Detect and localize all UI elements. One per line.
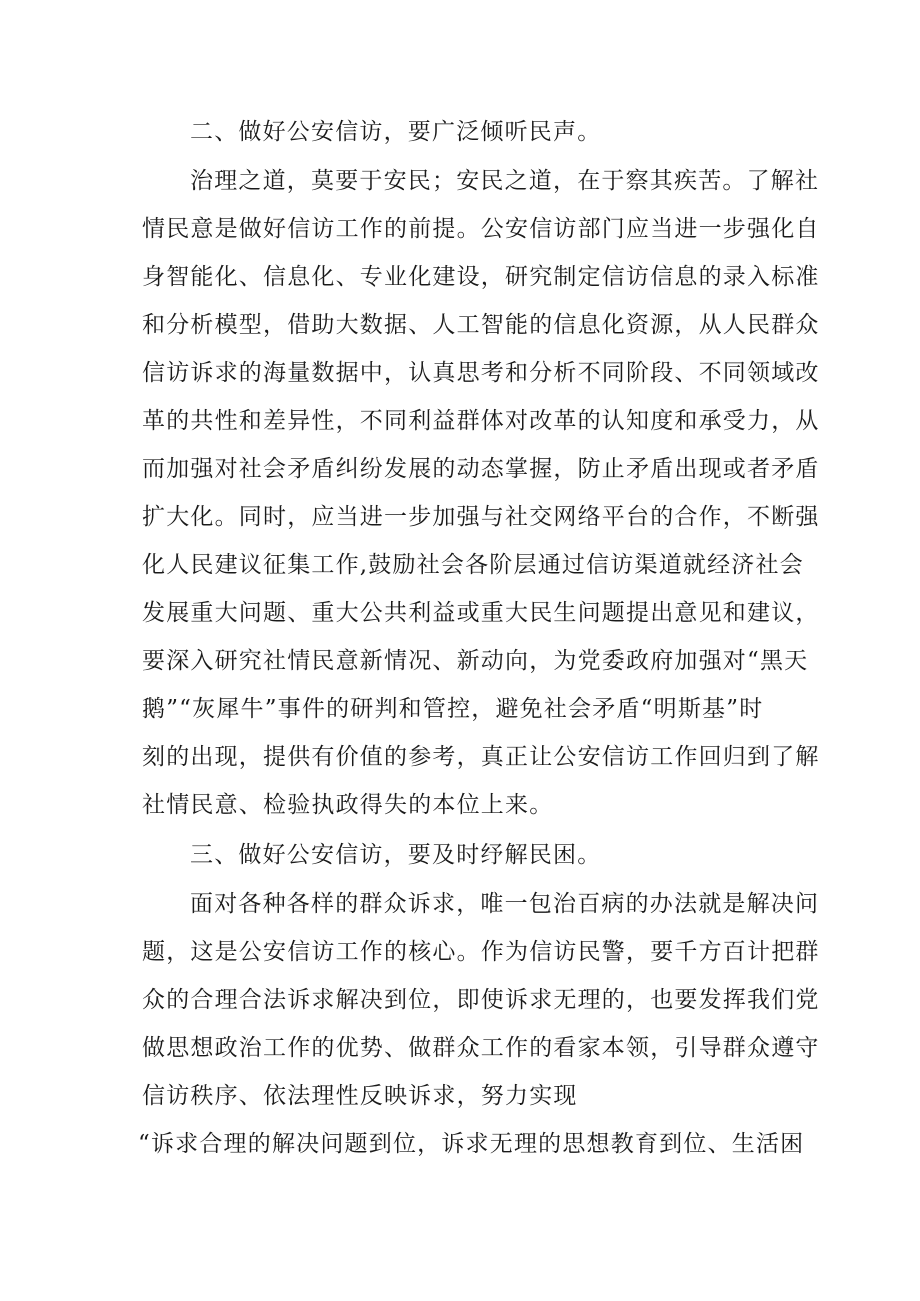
section-heading-3: 三、做好公安信访，要及时纾解民困。 — [190, 842, 602, 868]
paragraph-line: 做思想政治工作的优势、做群众工作的看家本领，引导群众遵守 — [142, 1035, 820, 1061]
paragraph-line: 扩大化。同时，应当进一步加强与社交网络平台的合作，不断强 — [142, 504, 820, 530]
paragraph-line: 和分析模型，借助大数据、人工智能的信息化资源，从人民群众 — [142, 312, 820, 338]
paragraph-line: 刻的出现，提供有价值的参考，真正让公安信访工作回归到了解 — [142, 744, 820, 770]
paragraph-line: 革的共性和差异性，不同利益群体对改革的认知度和承受力，从 — [142, 408, 820, 434]
paragraph-line: 要深入研究社情民意新情况、新动向，为党委政府加强对“黑天 — [142, 648, 809, 674]
paragraph-line: 面对各种各样的群众诉求，唯一包治百病的办法就是解决问 — [190, 891, 820, 917]
paragraph-line: 发展重大问题、重大公共利益或重大民生问题提出意见和建议， — [142, 600, 820, 626]
paragraph-line: 情民意是做好信访工作的前提。公安信访部门应当进一步强化自 — [142, 216, 820, 242]
paragraph-line: 众的合理合法诉求解决到位，即使诉求无理的，也要发挥我们党 — [142, 987, 820, 1013]
section-heading-2: 二、做好公安信访，要广泛倾听民声。 — [190, 119, 602, 145]
paragraph-line: 身智能化、信息化、专业化建设，研究制定信访信息的录入标准 — [142, 264, 820, 290]
paragraph-line: 而加强对社会矛盾纠纷发展的动态掌握，防止矛盾出现或者矛盾 — [142, 456, 820, 482]
paragraph-line: 信访诉求的海量数据中，认真思考和分析不同阶段、不同领域改 — [142, 360, 820, 386]
paragraph-line: 化人民建议征集工作,鼓励社会各阶层通过信访渠道就经济社会 — [142, 552, 804, 578]
paragraph-line: 信访秩序、依法理性反映诉求，努力实现 — [142, 1083, 578, 1109]
paragraph-line: “诉求合理的解决问题到位，诉求无理的思想教育到位、生活困 — [138, 1131, 805, 1157]
paragraph-line: 治理之道，莫要于安民；安民之道，在于察其疾苦。了解社 — [190, 168, 820, 194]
paragraph-line: 鹅”“灰犀牛”事件的研判和管控，避免社会矛盾“明斯基”时 — [142, 696, 764, 722]
paragraph-line: 题，这是公安信访工作的核心。作为信访民警，要千方百计把群 — [142, 939, 820, 965]
paragraph-line: 社情民意、检验执政得失的本位上来。 — [142, 792, 554, 818]
